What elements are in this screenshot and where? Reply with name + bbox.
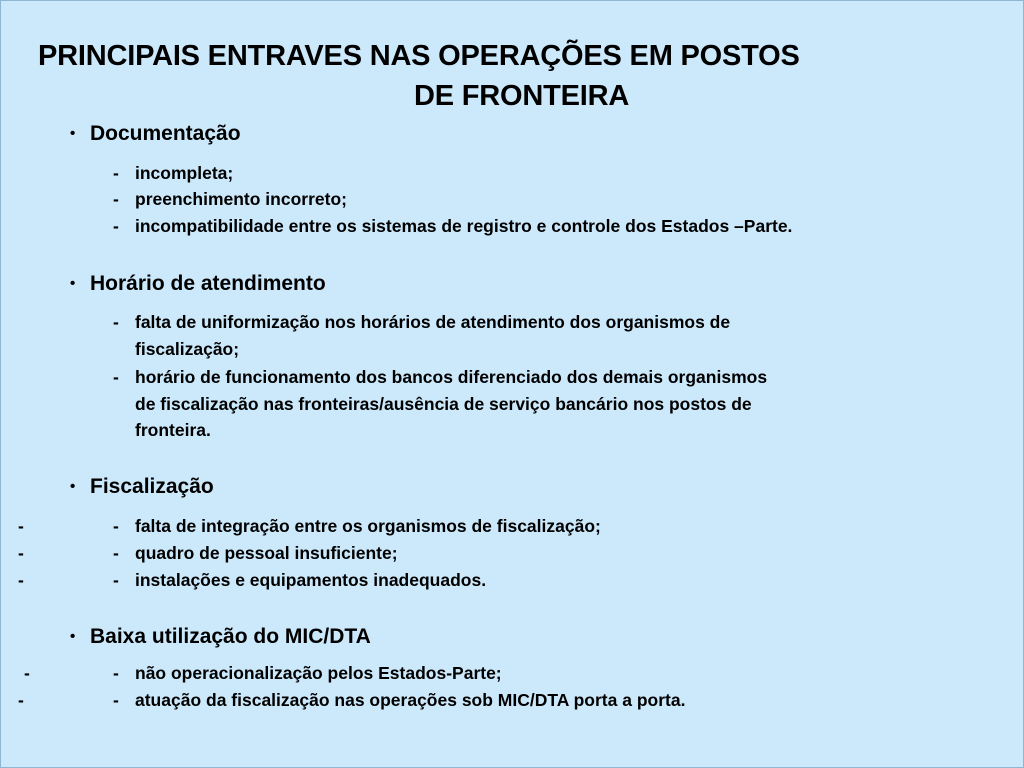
section-heading-label: Horário de atendimento (90, 272, 326, 295)
dash-marker: - (113, 367, 119, 387)
list-item-text: falta de integração entre os organismos de fiscalização; (135, 516, 601, 536)
list-item-text: incompatibilidade entre os sistemas de registro e controle dos Estados –Parte. (135, 216, 793, 236)
section-heading-label: Baixa utilização do MIC/DTA (90, 625, 371, 648)
dash-marker: - (113, 570, 119, 590)
title-line-2: DE FRONTEIRA (414, 80, 630, 112)
section-heading-mic-dta (70, 624, 371, 650)
list-item (113, 309, 730, 362)
bullet-icon: • (70, 275, 76, 292)
list-item (113, 687, 685, 714)
list-item-text: atuação da fiscalização nas operações sob MIC/DTA porta a porta. (135, 690, 686, 710)
outer-dash-marker: - (18, 570, 24, 590)
list-item (113, 513, 601, 540)
dash-marker: - (113, 312, 119, 332)
list-item (113, 186, 347, 213)
dash-marker: - (113, 663, 119, 683)
page-title (38, 36, 998, 116)
list-item-text: incompleta; (135, 163, 234, 183)
dash-marker: - (113, 163, 119, 183)
section-heading-label: Documentação (90, 122, 241, 145)
dash-marker: - (113, 543, 119, 563)
list-item-text: quadro de pessoal insuficiente; (135, 543, 398, 563)
dash-marker: - (113, 216, 119, 236)
title-line-1: PRINCIPAIS ENTRAVES NAS OPERAÇÕES EM POSTOS (38, 40, 800, 72)
list-item (113, 540, 398, 567)
list-item (113, 160, 233, 187)
section-heading-fiscalizacao (70, 474, 214, 500)
list-item (113, 213, 792, 240)
section-heading-documentacao (70, 121, 241, 147)
bullet-icon: • (70, 628, 76, 645)
bullet-icon: • (70, 125, 76, 142)
list-item-continuation: fiscalização; (135, 338, 240, 359)
list-item-continuation: fronteira. (135, 420, 211, 440)
list-item-text: falta de uniformização nos horários de atendimento dos organismos de (135, 312, 731, 332)
section-heading-label: Fiscalização (90, 475, 214, 498)
outer-dash-marker: - (18, 516, 24, 536)
dash-marker: - (113, 189, 119, 209)
list-item-text: preenchimento incorreto; (135, 189, 347, 209)
list-item-text: não operacionalização pelos Estados-Parte; (135, 663, 502, 683)
section-heading-horario (70, 271, 326, 297)
list-item-continuation: de fiscalização nas fronteiras/ausência de serviço bancário nos postos de (135, 393, 752, 414)
bullet-icon: • (70, 478, 76, 495)
list-item-text: horário de funcionamento dos bancos diferenciado dos demais organismos (135, 367, 768, 387)
dash-marker: - (113, 516, 119, 536)
list-item-text: instalações e equipamentos inadequados. (135, 570, 487, 590)
list-item (113, 660, 502, 687)
list-item (113, 567, 486, 594)
list-item (113, 364, 767, 444)
outer-dash-marker: - (18, 543, 24, 563)
outer-dash-marker: - (18, 690, 24, 710)
outer-dash-marker: - (24, 663, 30, 683)
dash-marker: - (113, 690, 119, 710)
